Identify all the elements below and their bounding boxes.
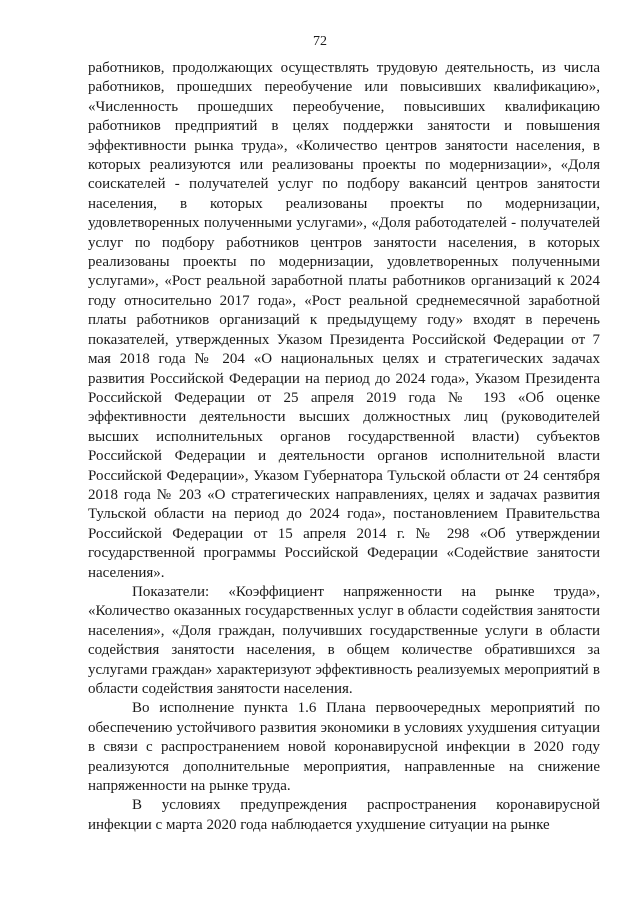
paragraph-indicators-list: работников, продолжающих осуществлять трудовую деятельность, из числа работников, прошедших переобучение или повысивших квалификацию», «Численность прошедших переобучение, повысивших квалификацию работников предприятий в целях поддержки занятости и повышения эффективности рынка труда», «Количество центров занятости населения, в которых реализуются или реализованы проекты по модернизации», «Доля соискателей - получателей услуг по подбору вакансий центров занятости населения, в которых реализованы проекты по модернизации, удовлетворенных полученными услугами», «Доля работодателей - получателей услуг по подбору работников центров занятости населения, в которых реализованы проекты по модернизации, удовлетворенных полученными услугами», «Рост реальной заработной платы работников организаций к 2024 году относительно 2017 года», «Рост реальной среднемесячной заработной платы работников организаций к предыдущему году» входят в перечень показателей, утвержденных Указом Президента Российской Федерации от 7 мая 2018 года № 204 «О национальных целях и стратегических задачах развития Российской Федерации на период до 2024 года», Указом Президента Российской Федерации от 25 апреля 2019 года № 193 «Об оценке эффективности деятельности высших должностных лиц (руководителей высших исполнительных органов государственной власти) субъектов Российской Федерации и деятельности органов исполнительной власти Российской Федерации», Указом Губернатора Тульской области от 24 сентября 2018 года № 203 «О стратегических направлениях, целях и задачах развития Тульской области на период до 2024 года», постановлением Правительства Российской Федерации от 15 апреля 2014 г. № 298 «Об утверждении государственной программы Российской Федерации «Содействие занятости населения». xyxy=(88,60,600,581)
paragraph-plan-execution: Во исполнение пункта 1.6 Плана первоочередных мероприятий по обеспечению устойчивого развития экономики в условиях ухудшения ситуации в связи с распространением новой коронавирусной инфекции в 2020 году реализуются дополнительные мероприятия, направленные на снижение напряженности на рынке труда. xyxy=(88,700,600,795)
paragraph-coronavirus-conditions: В условиях предупреждения распространения коронавирусной инфекции с марта 2020 года наблюдается ухудшение ситуации на рынке xyxy=(88,797,600,833)
paragraph-efficiency-indicators: Показатели: «Коэффициент напряженности на рынке труда», «Количество оказанных государственных услуг в области содействия занятости населения», «Доля граждан, получивших государственные услуги в области содействия занятости населения, в общем количестве обратившихся за услугами граждан» характеризуют эффективность реализуемых мероприятий в области содействия занятости населения. xyxy=(88,583,600,697)
document-body xyxy=(88,59,600,835)
page-number: 72 xyxy=(313,34,327,49)
